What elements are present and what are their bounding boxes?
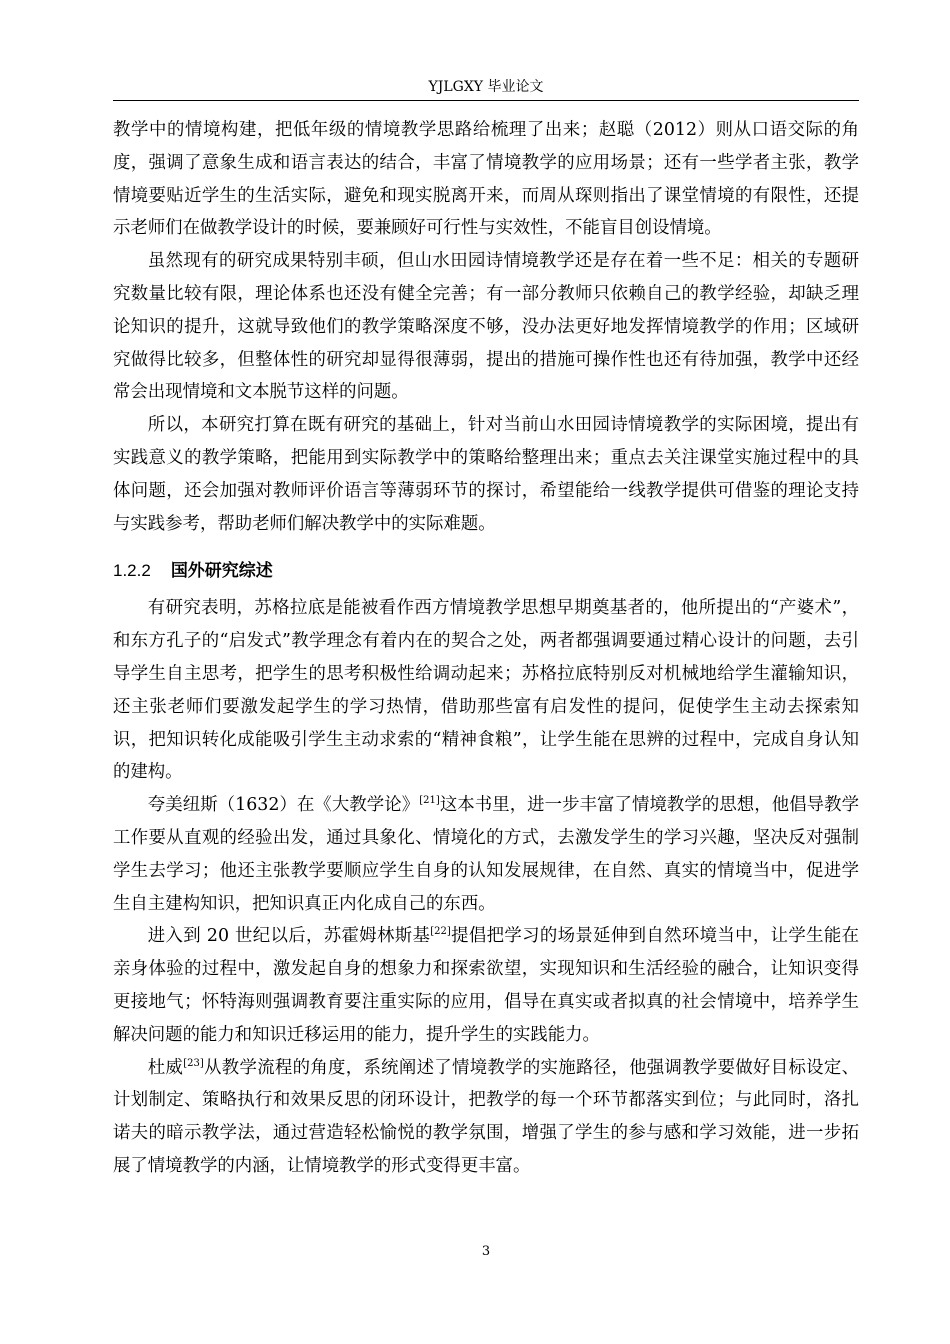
citation-22: [22] [430,926,451,938]
comenius-text-b: 这本书里，进一步丰富了情境教学的思想，他倡导教学工作要从直观的经验出发，通过具象化、情境化的方式，去激发学生的学习兴趣，坚决反对强制学生去学习；他还主张教学要顺应学生自身的认知发展规律，在自然、真实的情境当中，促进学生自主建构知识，把知识真正内化成自己的东西。 [113,795,859,914]
citation-23: [23] [183,1057,204,1069]
citation-21: [21] [419,795,440,807]
header-title: YJLGXY 毕业论文 [428,79,544,95]
section-title: 国外研究综述 [170,561,273,582]
sukhomlinsky-text-b: 提倡把学习的场景延伸到自然环境当中，让学生能在亲身体验的过程中，激发起自身的想象力和探索欲望，实现知识和生活经验的融合，让知识变得更接地气；怀特海则强调教育要注重实际的应用，倡导在真实或者拟真的社会情境中，培养学生解决问题的能力和知识迁移运用的能力，提升学生的实践能力。 [113,926,859,1045]
dewey-text-a: 杜威 [147,1057,184,1078]
comenius-text-a: 夸美纽斯（1632）在《大教学论》 [147,795,420,816]
paragraph-limitations: 虽然现有的研究成果特别丰硕，但山水田园诗情境教学还是存在着一些不足：相关的专题研究数量比较有限，理论体系也还没有健全完善；有一部分教师只依赖自己的教学经验，却缺乏理论知识的提升，这就导致他们的教学策略深度不够，没办法更好地发挥情境教学的作用；区域研究做得比较多，但整体性的研究却显得很薄弱，提出的措施可操作性也还有待加强，教学中还经常会出现情境和文本脱节这样的问题。 [113,251,859,403]
sukhomlinsky-text-a: 进入到 20 世纪以后，苏霍姆林斯基 [147,926,431,947]
header-divider [113,100,859,101]
paragraph-continuation: 教学中的情境构建，把低年级的情境教学思路给梳理了出来；赵聪（2012）则从口语交际的角度，强调了意象生成和语言表达的结合，丰富了情境教学的应用场景；还有一些学者主张，教学情境要贴近学生的生活实际，避免和现实脱离开来，而周从琛则指出了课堂情境的有限性，还提示老师们在做教学设计的时候，要兼顾好可行性与实效性，不能盲目创设情境。 [113,120,859,239]
page-footer [113,1244,859,1260]
paragraph-research-plan: 所以，本研究打算在既有研究的基础上，针对当前山水田园诗情境教学的实际困境，提出有实践意义的教学策略，把能用到实际教学中的策略给整理出来；重点去关注课堂实施过程中的具体问题，还会加强对教师评价语言等薄弱环节的探讨，希望能给一线教学提供可借鉴的理论支持与实践参考，帮助老师们解决教学中的实际难题。 [113,415,859,534]
page-number: 3 [481,1244,491,1259]
page-header [113,78,859,96]
paragraph-socrates: 有研究表明，苏格拉底是能被看作西方情境教学思想早期奠基者的，他所提出的“产婆术”，和东方孔子的“启发式”教学理念有着内在的契合之处，两者都强调要通过精心设计的问题，去引导学生自主思考，把学生的思考积极性给调动起来；苏格拉底特别反对机械地给学生灌输知识，还主张老师们要激发起学生的学习热情，借助那些富有启发性的提问，促使学生主动去探索知识，把知识转化成能吸引学生主动求索的“精神食粮”，让学生能在思辨的过程中，完成自身认知的建构。 [113,598,859,783]
section-number: 1.2.2 [113,561,151,581]
section-heading [113,557,859,585]
dewey-text-b: 从教学流程的角度，系统阐述了情境教学的实施路径，他强调教学要做好目标设定、计划制定、策略执行和效果反思的闭环设计，把教学的每一个环节都落实到位；与此同时，洛扎诺夫的暗示教学法，通过营造轻松愉悦的教学氛围，增强了学生的参与感和学习效能，进一步拓展了情境教学的内涵，让情境教学的形式变得更丰富。 [113,1057,859,1176]
paragraph-sukhomlinsky [113,920,859,1051]
paragraph-dewey [113,1052,859,1183]
paragraph-comenius [113,789,859,920]
body-text [113,114,859,1183]
